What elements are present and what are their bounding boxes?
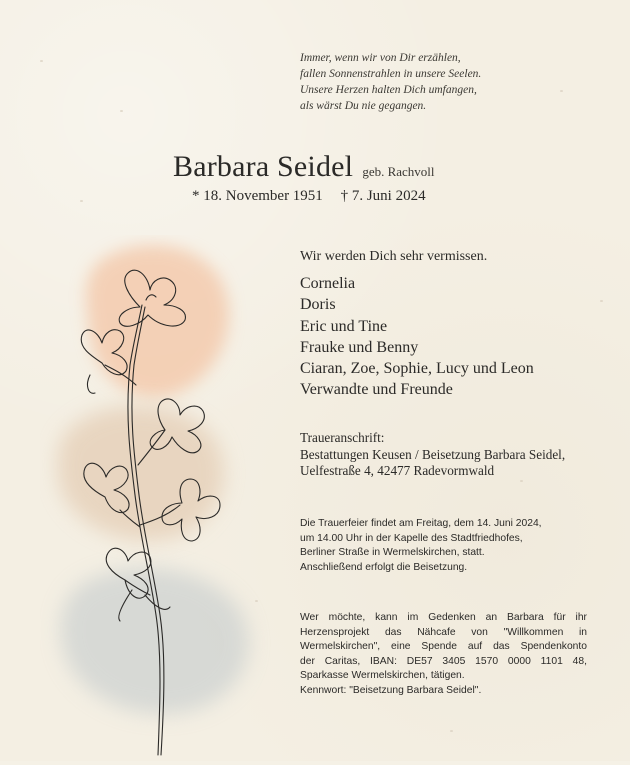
donation-line: Kennwort: "Beisetzung Barbara Seidel". xyxy=(300,684,482,696)
poem xyxy=(300,50,580,114)
donation-line: der Caritas, IBAN: DE57 3405 1570 0000 1101 48, xyxy=(300,655,587,667)
address-line: Uelfestraße 4, 42477 Radevormwald xyxy=(300,463,495,478)
paper-speck xyxy=(120,110,123,112)
flower-illustration xyxy=(40,235,280,761)
service-line: Die Trauerfeier findet am Freitag, dem 14. Juni 2024, xyxy=(300,518,542,529)
birth-date: * 18. November 1951 xyxy=(192,188,323,204)
service-line: Berliner Straße in Wermelskirchen, statt. xyxy=(300,547,485,559)
mourner-name: Ciaran, Zoe, Sophie, Lucy und Leon xyxy=(300,360,534,378)
donation-line: Herzensprojekt das Nähcafe von "Willkommen in xyxy=(300,626,587,638)
flower-line-drawing-icon xyxy=(40,235,280,761)
service-info xyxy=(300,517,590,575)
address-heading: Traueranschrift: xyxy=(300,430,385,445)
life-dates xyxy=(192,188,440,205)
mourner-name: Cornelia xyxy=(300,275,356,292)
poem-line: fallen Sonnenstrahlen in unsere Seelen. xyxy=(300,68,482,80)
donation-line: Wermelskirchen", eine Spende auf das Spendenkonto xyxy=(300,641,587,653)
service-line: um 14.00 Uhr in der Kapelle des Stadtfriedhofes, xyxy=(300,532,523,544)
flower-bud xyxy=(88,375,95,393)
paper-speck xyxy=(80,200,83,202)
death-date: † 7. Juni 2024 xyxy=(340,188,426,204)
donation-line: Wer möchte, kann im Gedenken an Barbara für ihr xyxy=(300,612,587,623)
peach-wash xyxy=(86,245,229,397)
miss-statement: Wir werden Dich sehr vermissen. xyxy=(300,249,488,264)
deceased-header xyxy=(173,150,573,184)
mourner-name: Eric und Tine xyxy=(300,317,388,335)
grey-wash xyxy=(61,568,249,714)
maiden-name: geb. Rachvoll xyxy=(362,164,435,179)
donation-line: Sparkasse Wermelskirchen, tätigen. xyxy=(300,670,465,682)
poem-line: als wärst Du nie gegangen. xyxy=(300,100,427,112)
mourning-address xyxy=(300,430,565,480)
paper-speck xyxy=(450,730,453,732)
mourner-name: Doris xyxy=(300,296,336,314)
donation-info xyxy=(300,611,587,699)
poem-line: Immer, wenn wir von Dir erzählen, xyxy=(300,52,461,64)
poem-line: Unsere Herzen halten Dich umfangen, xyxy=(300,84,477,96)
service-line: Anschließend erfolgt die Beisetzung. xyxy=(300,561,468,573)
paper-speck xyxy=(520,480,523,482)
deceased-name: Barbara Seidel xyxy=(173,150,354,183)
mourner-name: Verwandte und Freunde xyxy=(300,381,453,399)
address-line: Bestattungen Keusen / Beisetzung Barbara Seidel, xyxy=(300,446,566,462)
paper-speck xyxy=(40,60,43,62)
paper-speck xyxy=(600,300,603,302)
mourners-list xyxy=(300,273,534,401)
mourner-name: Frauke und Benny xyxy=(300,338,419,356)
